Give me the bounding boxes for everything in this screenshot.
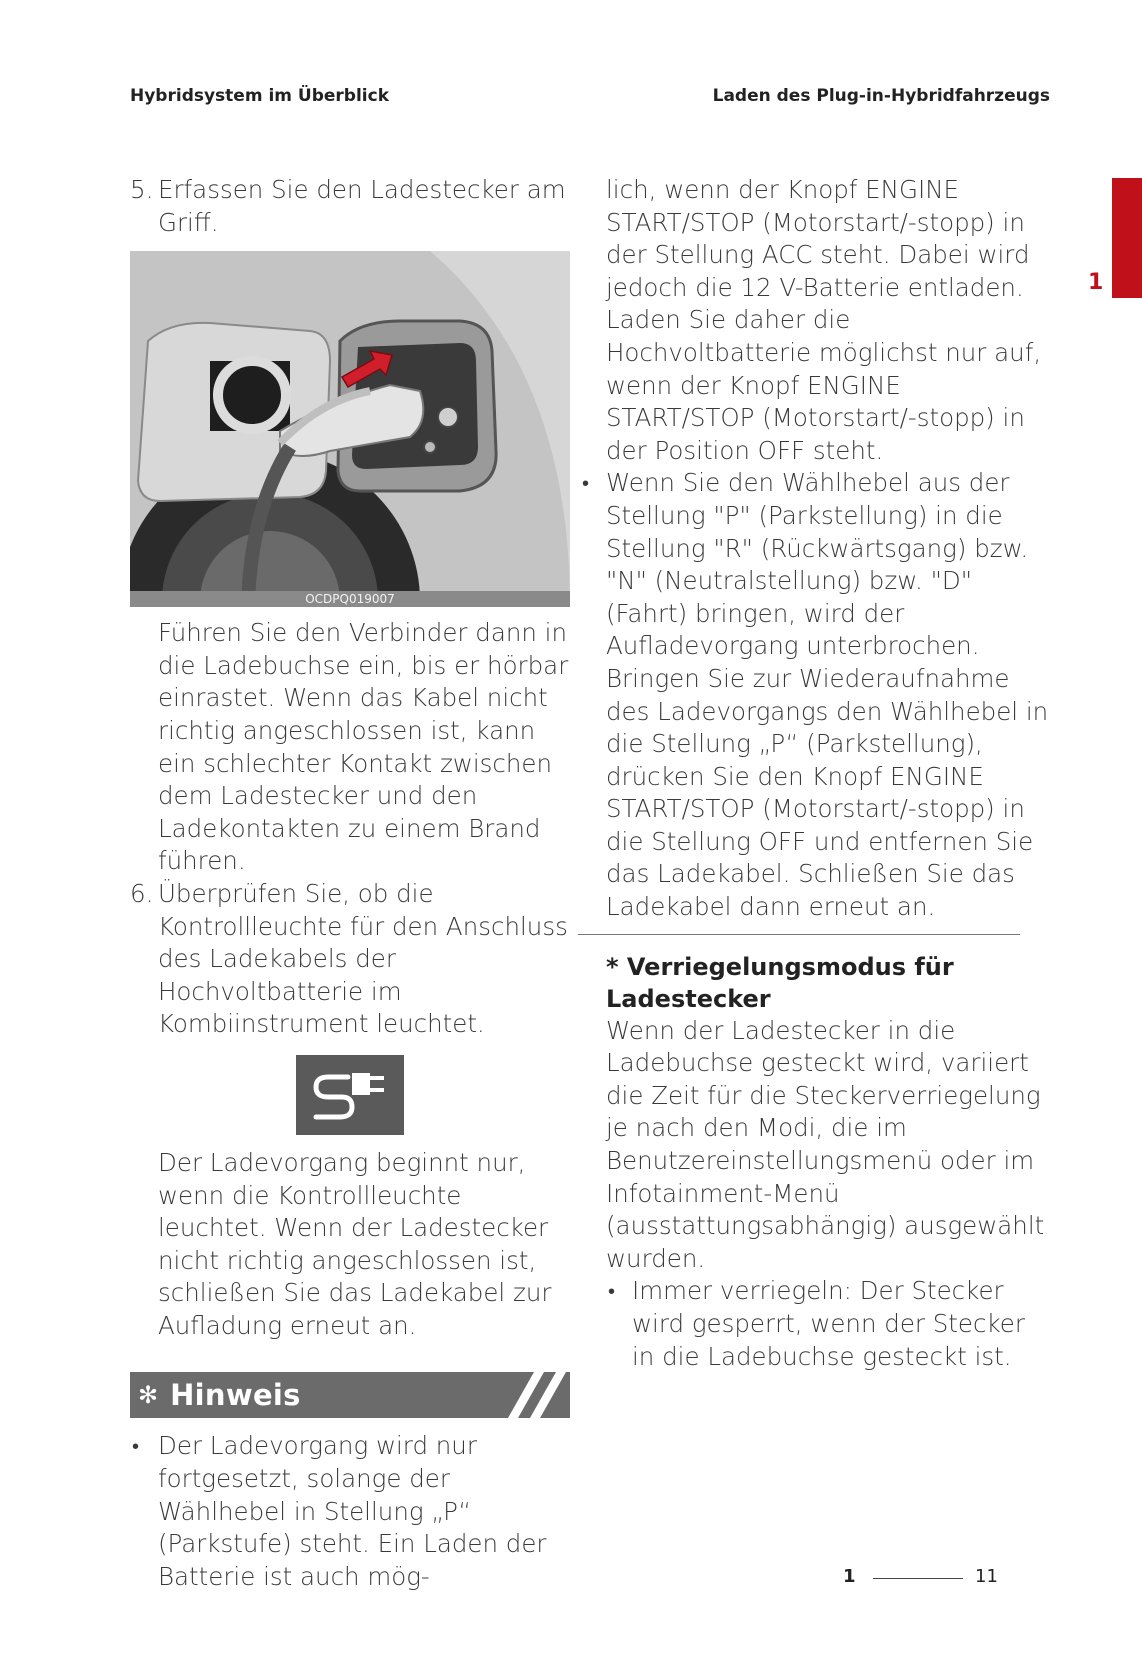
lock-mode-heading: * Verriegelungsmodus für Ladestecker — [606, 952, 954, 1013]
lock-mode-bullet — [606, 1275, 1052, 1373]
lock-mode-bullet-text: Immer verriegeln: Der Stecker wird gesperrt, wenn der Stecker in die Ladebuchse gesteckt ist. — [632, 1276, 1025, 1371]
footer-chapter: 1 — [843, 1566, 856, 1587]
step-5-number: 5. — [130, 175, 154, 204]
page-number: 11 — [975, 1566, 998, 1587]
step-5-text: Erfassen Sie den Ladestecker am Griff. — [158, 175, 566, 237]
hinweis-star-icon: ✻ — [138, 1381, 159, 1410]
left-column — [130, 174, 570, 1593]
step-6-text: Überprüfen Sie, ob die Kontrollleuchte für den Anschluss des Ladekabels der Hochvoltbatterie im Kombiinstrument leuchtet. — [158, 878, 568, 1039]
hinweis-title: Hinweis — [170, 1378, 301, 1413]
hinweis-bullet-1-text: Der Ladevorgang wird nur fortgesetzt, solange der Wählhebel in Stellung „P“ (Parkstufe) steht. Ein Laden der Batterie ist auch mög- — [158, 1431, 547, 1591]
right-column — [582, 174, 1052, 1373]
running-header-left: Hybridsystem im Überblick — [130, 86, 390, 106]
charger-plug-illustration — [130, 251, 570, 607]
bullet-dot: • — [582, 471, 590, 496]
step-5-detail: Führen Sie den Verbinder dann in die Ladebuchse ein, bis er hörbar einrastet. Wenn das Kabel nicht richtig angeschlossen ist, kann ein schlechter Kontakt zwischen dem Ladestecker und den Ladekontakten zu einem Brand führen. — [158, 618, 569, 876]
step-6-detail: Der Ladevorgang beginnt nur, wenn die Kontrollleuchte leuchtet. Wenn der Ladestecker nicht richtig angeschlossen ist, schließen Sie das Ladekabel zur Aufladung erneut an. — [158, 1147, 552, 1340]
bullet-dot: • — [132, 1434, 140, 1459]
bullet-1-continuation: lich, wenn der Knopf ENGINE START/STOP (Motorstart/-stopp) in der Stellung ACC steht. Dabei wird jedoch die 12 V-Batterie entladen. Laden Sie daher die Hochvoltbatterie möglichst nur auf, wenn der Knopf ENGINE START/STOP (Motorstart/-stopp) in der Position OFF steht. — [606, 175, 1042, 465]
bullet-dot: • — [608, 1279, 616, 1304]
hinweis-slashes-icon — [490, 1372, 570, 1418]
hinweis-bullet-2-text: Wenn Sie den Wählhebel aus der Stellung "P" (Parkstellung) in die Stellung "R" (Rückwärtsgang) bzw. "N" (Neutralstellung) bzw. "D" (Fahrt) bringen, wird der Aufladevorgang unterbrochen. Bringen Sie zur Wiederaufnahme des Ladevorgangs den Wählhebel in die Stellung „P“ (Parkstellung), drücken Sie den Knopf ENGINE START/STOP (Motorstart/-stopp) in die Stellung OFF und entfernen Sie das Ladekabel. Schließen Sie das Ladekabel dann erneut an. — [606, 468, 1049, 922]
chapter-tab-number: 1 — [1088, 270, 1104, 295]
lock-mode-text: Wenn der Ladestecker in die Ladebuchse gesteckt wird, variiert die Zeit für die Steckerverriegelung je nach den Modi, die im Benutzereinstellungsmenü oder im Infotainment-Menü (ausstattungsabhängig) ausgewählt wurden. — [606, 1015, 1045, 1273]
step-6 — [130, 878, 570, 1041]
hinweis-banner — [130, 1372, 570, 1418]
charging-plug-icon — [308, 1065, 392, 1125]
footer-divider — [873, 1578, 963, 1579]
hinweis-bullet-1 — [130, 1430, 570, 1593]
hinweis-bullet-2 — [578, 467, 1052, 923]
charging-illustration — [130, 251, 570, 607]
section-divider — [578, 934, 1020, 935]
chapter-tab — [1112, 178, 1142, 298]
charging-indicator-box — [296, 1055, 404, 1135]
step-5 — [130, 174, 570, 239]
step-6-number: 6. — [130, 878, 154, 908]
figure-code: OCDPQ019007 — [130, 591, 570, 607]
running-header-right: Laden des Plug-in-Hybridfahrzeugs — [712, 86, 1050, 106]
